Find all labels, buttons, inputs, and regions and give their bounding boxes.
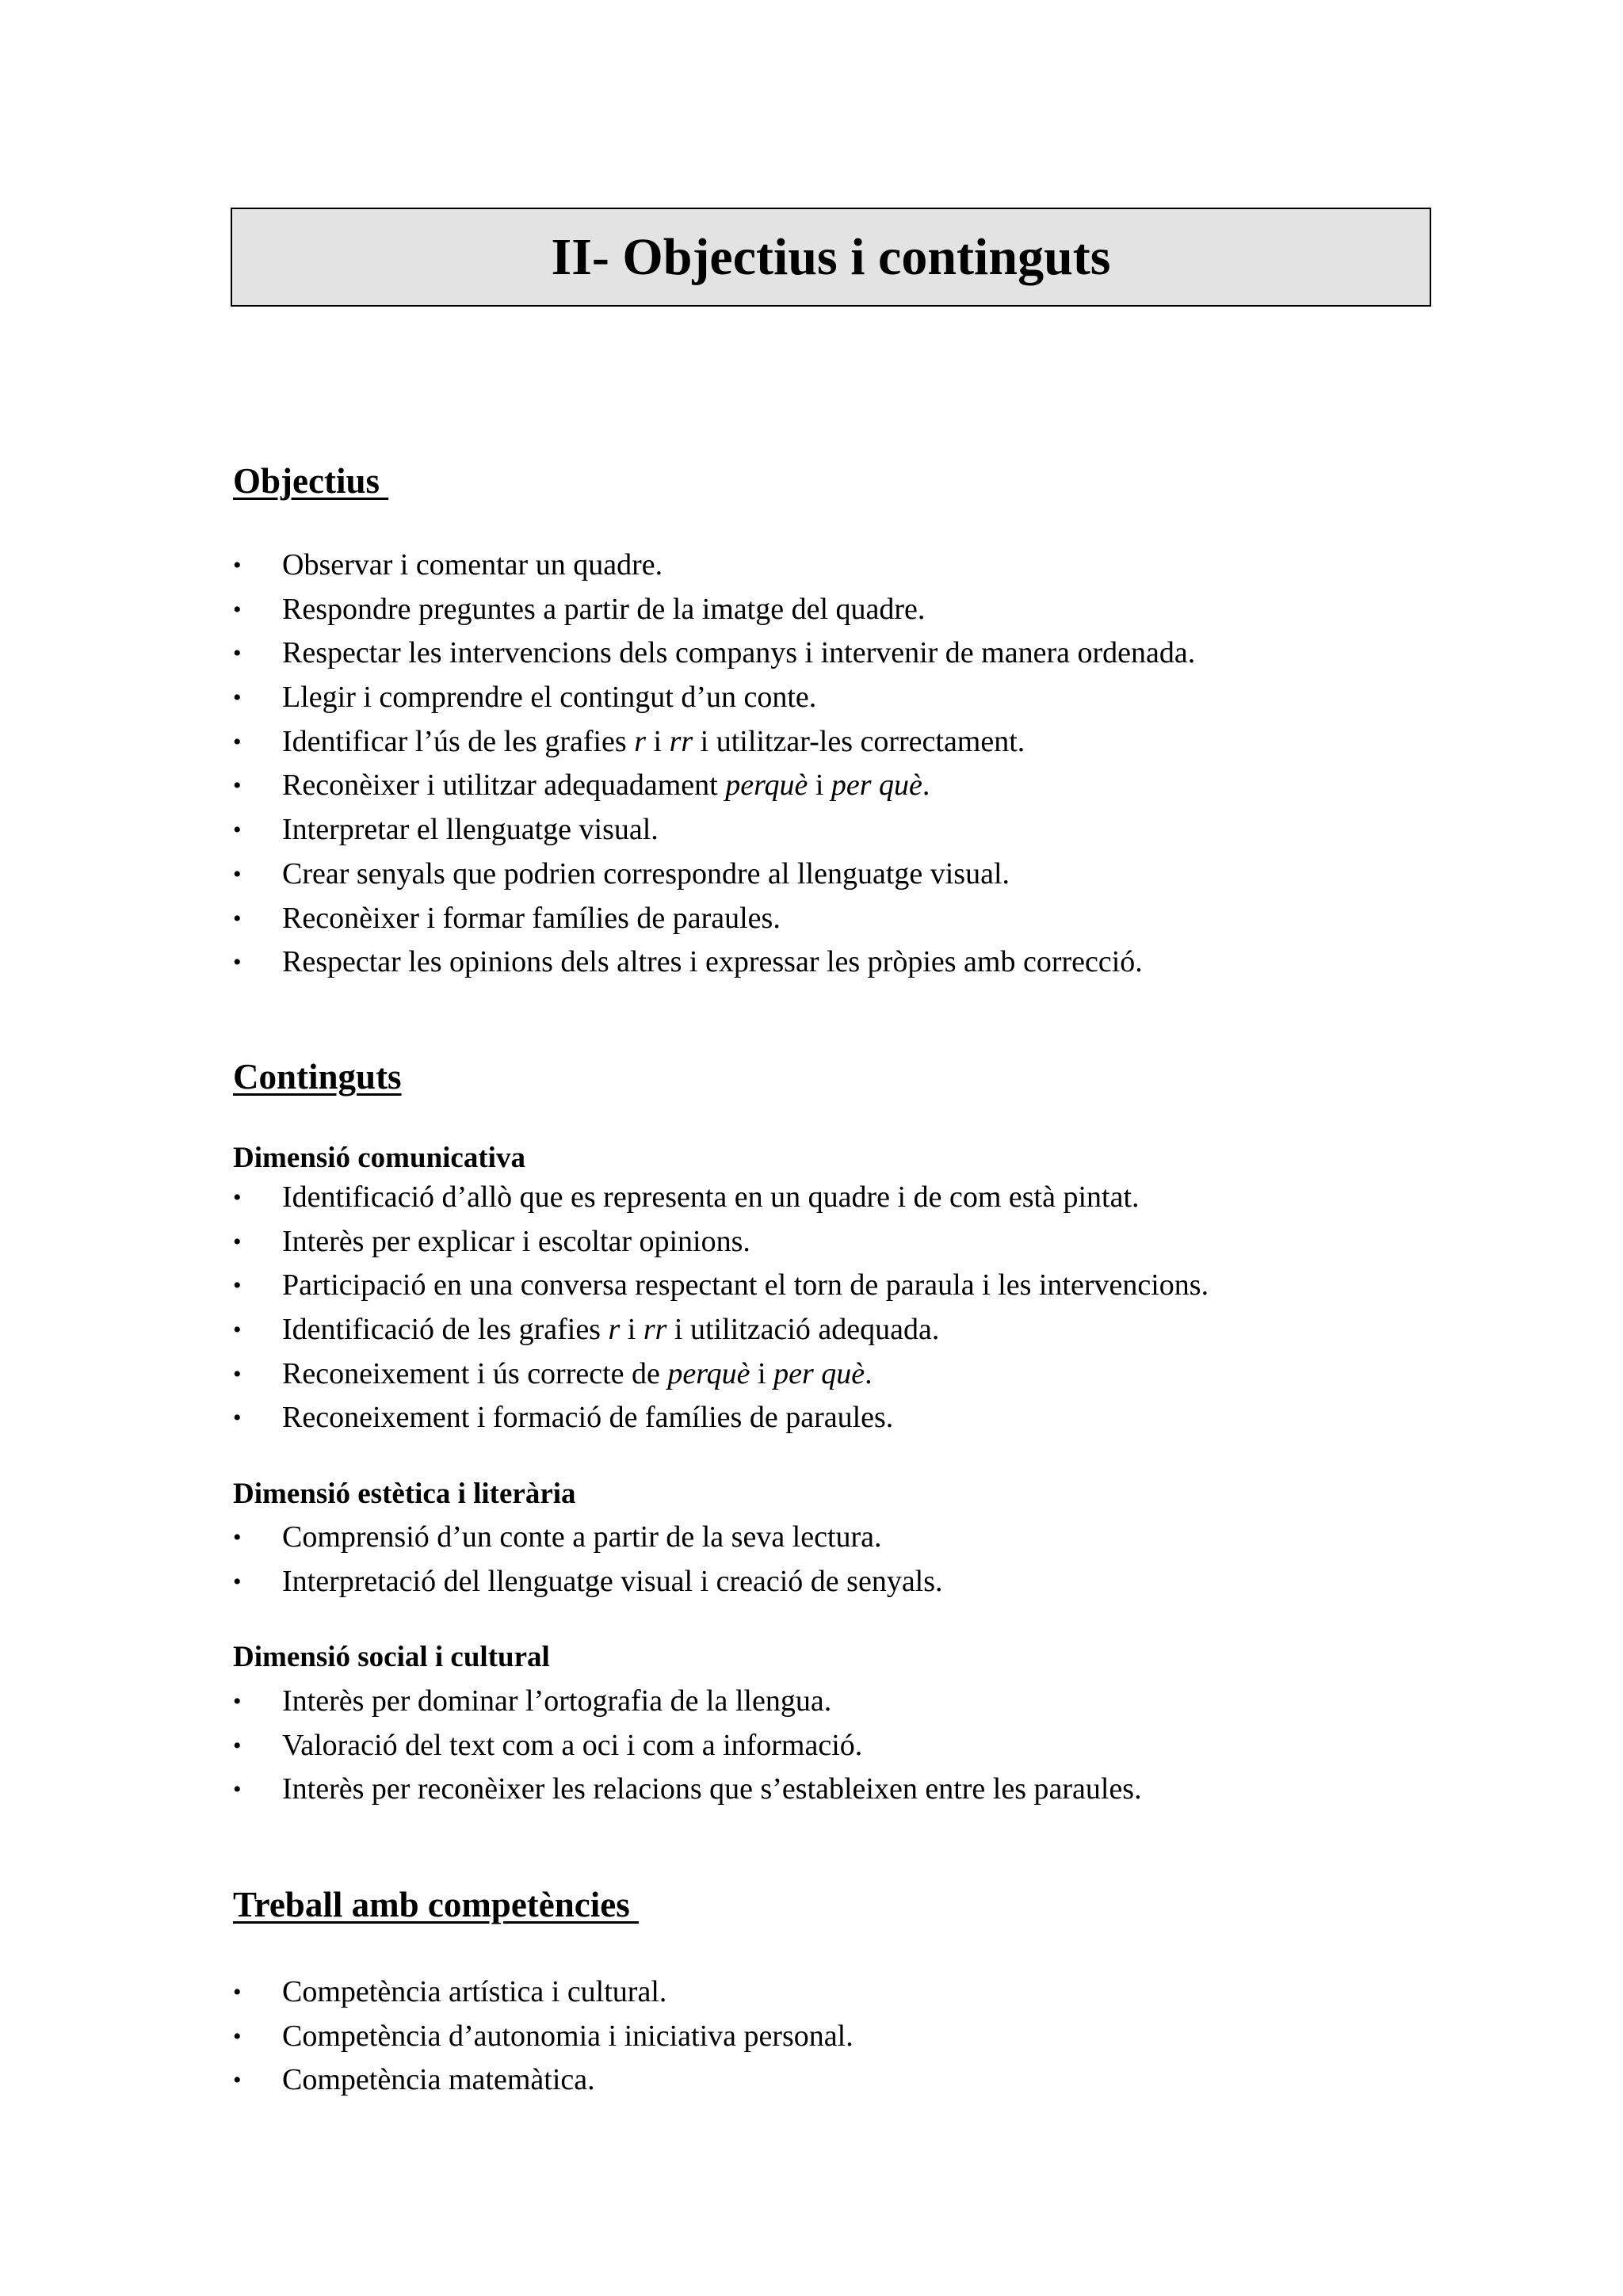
list-item-text: Valoració del text com a oci i com a informació. [282,1728,863,1762]
list-item [233,720,1580,765]
list-item-text: Interès per reconèixer les relacions que s’estableixen entre les paraules. [282,1772,1142,1806]
list-item-text: Observar i comentar un quadre. [282,548,663,582]
list-item-text: Reconeixement i formació de famílies de paraules. [282,1401,894,1435]
bullet-icon: • [233,552,242,578]
bullet-icon: • [233,817,242,844]
bullet-icon: • [233,2067,242,2094]
bullet-icon: • [233,685,242,711]
list-item [233,1396,1580,1440]
list-item-text: Identificar l’ús de les grafies [282,724,635,758]
list-item-text: i utilització adequada. [666,1313,940,1347]
bullet-icon: • [233,905,242,932]
list-item [233,2015,1580,2059]
bullet-icon: • [233,596,242,623]
list-item-text: Identificació d’allò que es representa en un quadre i de com està pintat. [282,1180,1140,1214]
bullet-icon: • [233,860,242,887]
list-item-text: Competència artística i cultural. [282,1975,667,2008]
list-item-text: i [750,1356,774,1390]
list-item [233,852,1580,897]
list-item-text: . [922,769,930,803]
list-item [233,1220,1580,1264]
list-item-text: i [646,724,670,758]
list-item [233,764,1580,808]
list-item-text: Crear senyals que podrien correspondre al llenguatge visual. [282,856,1010,891]
list-item [233,1724,1580,1768]
list-item-text: Interpretar el llenguatge visual. [282,813,659,847]
bullet-icon: • [233,1184,242,1211]
dimensio-comunicativa-list [233,1176,1580,1440]
list-item-text: Participació en una conversa respectant el torn de paraula i les intervencions. [282,1268,1209,1302]
dimensio-social-list [233,1680,1580,1812]
list-item-text: Reconèixer i utilitzar adequadament [282,769,726,803]
list-item [233,1308,1580,1352]
list-item-emphasis: r [634,724,646,758]
bullet-icon: • [233,1360,242,1387]
list-item [233,676,1580,720]
bullet-icon: • [233,728,242,755]
list-item-text: Interpretació del llenguatge visual i creació de senyals. [282,1564,943,1598]
list-item [233,1560,1580,1604]
bullet-icon: • [233,1979,242,2005]
list-item [233,1516,1580,1560]
bullet-icon: • [233,1776,242,1803]
list-item [233,1680,1580,1724]
bullet-icon: • [233,1524,242,1550]
list-item [233,588,1580,632]
list-item [233,897,1580,941]
list-item [233,1970,1580,2015]
list-item-emphasis: rr [669,724,693,758]
objectius-list [233,543,1580,985]
list-item [233,631,1580,676]
list-item-emphasis: perquè [725,769,808,803]
list-item-text: Reconeixement i ús correcte de [282,1356,668,1390]
list-item-text: i [620,1313,643,1347]
bullet-icon: • [233,1568,242,1595]
bullet-icon: • [233,1732,242,1759]
competencies-heading: Treball amb competències [233,1885,640,1924]
list-item [233,1176,1580,1220]
dimensio-estetica-list [233,1516,1580,1604]
competencies-list [233,1970,1580,2103]
list-item-text: Respectar les intervencions dels companys i intervenir de manera ordenada. [282,636,1196,670]
bullet-icon: • [233,2023,242,2050]
bullet-icon: • [233,772,242,799]
subheading-dimensio-estetica: Dimensió estètica i literària [233,1478,576,1510]
bullet-icon: • [233,949,242,976]
bullet-icon: • [233,1272,242,1299]
bullet-icon: • [233,1228,242,1255]
list-item-text: Llegir i comprendre el contingut d’un conte. [282,681,817,715]
list-item [233,940,1580,985]
list-item-emphasis: r [608,1313,621,1347]
bullet-icon: • [233,640,242,667]
list-item-text: Comprensió d’un conte a partir de la seva lectura. [282,1520,882,1554]
list-item-emphasis: per què [831,769,922,803]
list-item [233,1768,1580,1812]
list-item-text: i utilitzar-les correctament. [693,724,1025,758]
list-item-text: Competència matemàtica. [282,2063,595,2097]
list-item-text: Identificació de les grafies [282,1313,609,1347]
list-item [233,1352,1580,1397]
list-item-text: i [808,769,831,803]
bullet-icon: • [233,1688,242,1714]
list-item-emphasis: rr [643,1313,667,1347]
list-item-emphasis: per què [773,1356,865,1390]
list-item-emphasis: perquè [667,1356,750,1390]
page-title: II- Objectius i continguts [551,227,1111,286]
list-item-text: Respondre preguntes a partir de la imatge del quadre. [282,592,926,626]
list-item [233,1264,1580,1308]
list-item-text: Competència d’autonomia i iniciativa personal. [282,2019,854,2053]
bullet-icon: • [233,1317,242,1344]
list-item [233,543,1580,588]
list-item-text: Interès per explicar i escoltar opinions. [282,1224,750,1258]
subheading-dimensio-social: Dimensió social i cultural [233,1641,550,1673]
continguts-heading: Continguts [233,1057,402,1097]
list-item-text: Reconèixer i formar famílies de paraules. [282,901,781,935]
bullet-icon: • [233,1405,242,1432]
page-title-box [231,208,1431,307]
list-item [233,2058,1580,2103]
objectius-heading: Objectius [233,461,389,501]
list-item-text: Interès per dominar l’ortografia de la llengua. [282,1684,832,1718]
list-item-text: . [865,1356,873,1390]
list-item [233,808,1580,852]
list-item-text: Respectar les opinions dels altres i expressar les pròpies amb correcció. [282,945,1143,979]
subheading-dimensio-comunicativa: Dimensió comunicativa [233,1142,525,1174]
